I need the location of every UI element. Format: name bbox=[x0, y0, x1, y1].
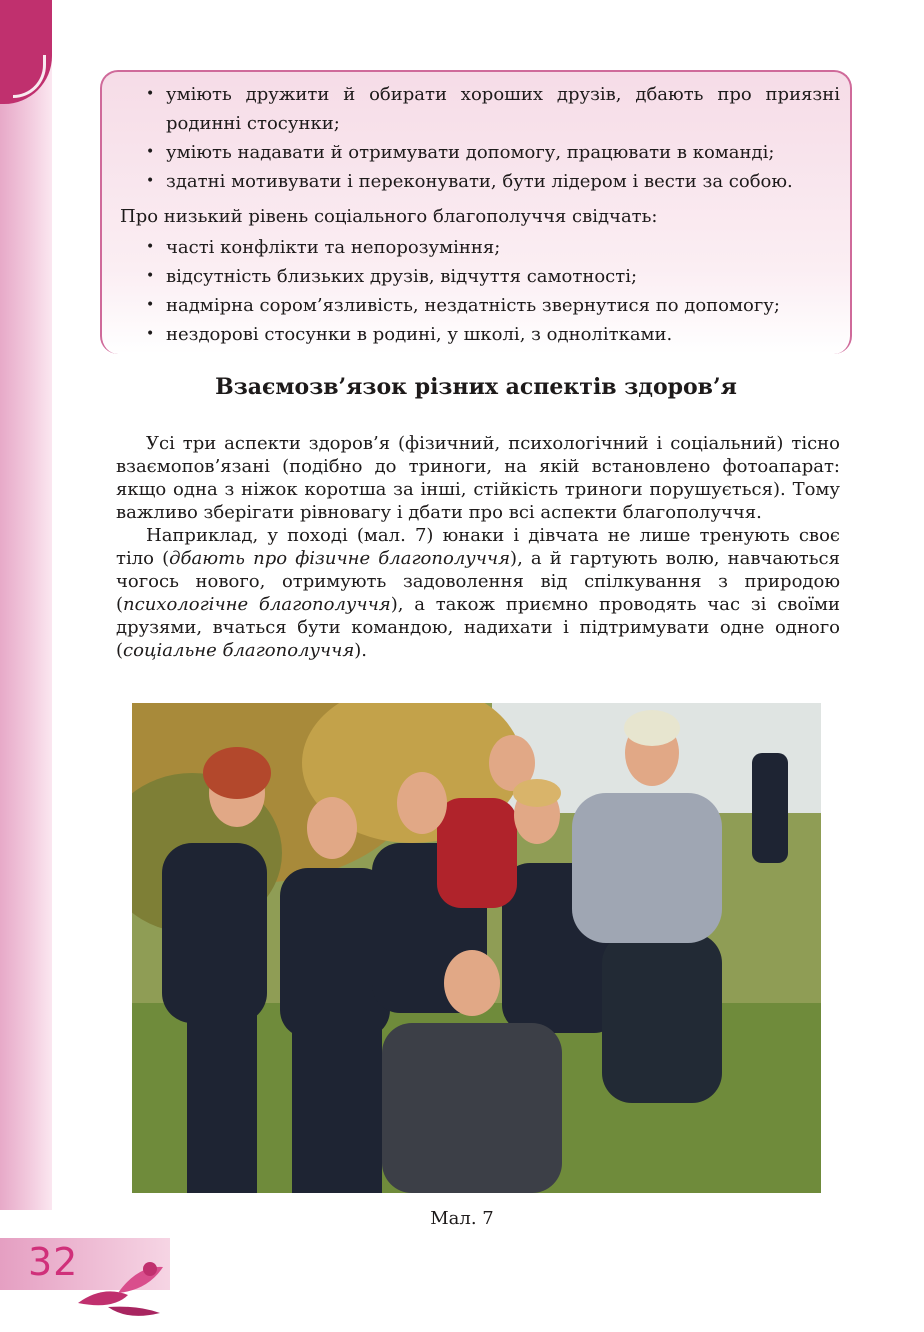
list-item: • уміють дружити й обирати хороших друзів, дбають про приязні родинні стосунки; bbox=[118, 80, 840, 138]
list-item: • часті конфлікти та непорозуміння; bbox=[118, 233, 840, 262]
emphasis-social: соціальне благополуччя bbox=[123, 640, 355, 661]
list-item: • уміють надавати й отримувати допомогу, працювати в команді; bbox=[118, 138, 840, 167]
list-item: • відсутність близьких друзів, відчуття самотності; bbox=[118, 262, 840, 291]
list-item: • здатні мотивувати і переконувати, бути лідером і вести за собою. bbox=[118, 167, 840, 196]
photo-illustration bbox=[132, 703, 821, 1193]
paragraph-2: Наприклад, у поході (мал. 7) юнаки і дівчата не лише тренують своє тіло (дбають про фізичне благополуччя), а й гартують волю, навчаються чогось нового, отримують задоволення від спілкування з природою (психологічне благополуччя), а також приємно проводять час зі своїми друзями, вчаться бути командою, надихати і підтримувати одне одного (соціальне благополуччя). bbox=[116, 525, 840, 661]
section-body bbox=[116, 432, 840, 662]
emphasis-physical: дбають про фізичне благополуччя bbox=[169, 548, 511, 569]
page-number: 32 bbox=[28, 1240, 79, 1284]
high-wellbeing-list bbox=[118, 80, 840, 196]
paragraph-1: Усі три аспекти здоров’я (фізичний, психологічний і соціальний) тісно взаємопов’язані (подібно до триноги, на якій встановлено фотоапарат: якщо одна з ніжок коротша за інші, стійкість триноги порушується). Тому важливо зберігати рівновагу і дбати про всі аспекти благополуччя. bbox=[116, 433, 840, 523]
section-heading: Взаємозв’язок різних аспектів здоров’я bbox=[215, 374, 737, 400]
flower-decoration-icon bbox=[68, 1255, 178, 1320]
list-item: • надмірна сором’язливість, нездатність звернутися по допомогу; bbox=[118, 291, 840, 320]
low-wellbeing-lead: Про низький рівень соціального благополуччя свідчать: bbox=[120, 206, 658, 227]
list-item: • нездорові стосунки в родині, у школі, з однолітками. bbox=[118, 320, 840, 349]
figure-caption: Мал. 7 bbox=[430, 1208, 494, 1229]
emphasis-psychological: психологічне благополуччя bbox=[123, 594, 391, 615]
left-margin-strip bbox=[0, 0, 52, 1210]
low-wellbeing-list bbox=[118, 233, 840, 349]
info-box-text bbox=[118, 80, 840, 349]
group-photo bbox=[132, 703, 821, 1193]
